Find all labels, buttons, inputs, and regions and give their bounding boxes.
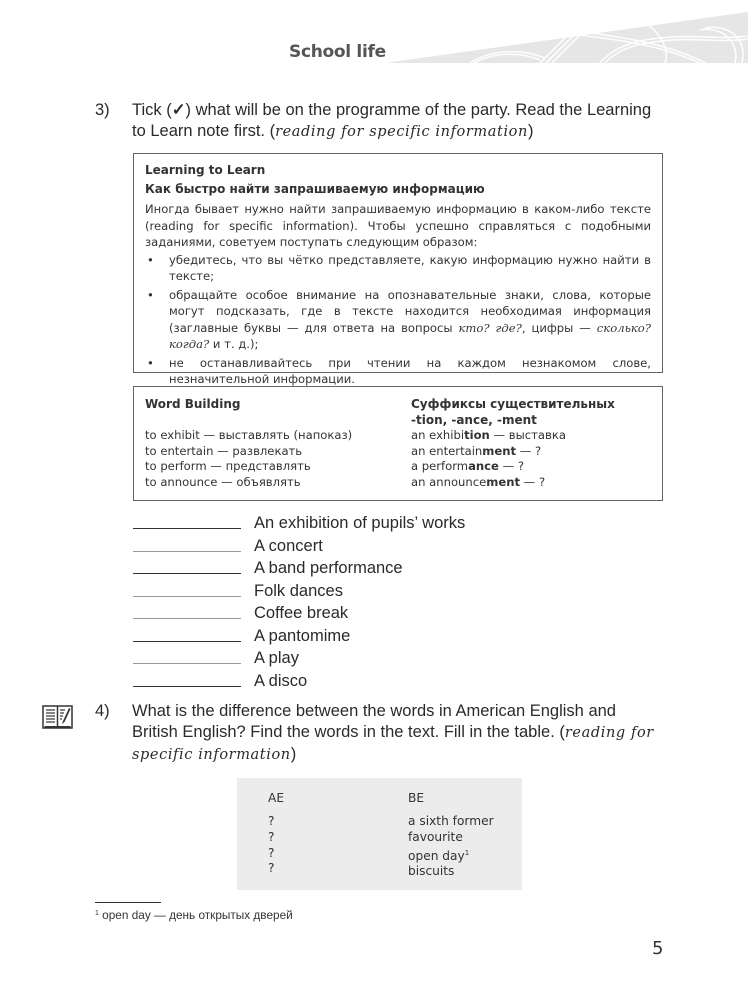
tick-blank[interactable] bbox=[133, 551, 241, 552]
ae-be-table bbox=[237, 778, 522, 890]
box-paragraph: Иногда бывает нужно найти запрашиваемую информацию в каком-либо тексте (reading for specific information). Чтобы успешно справляться с подобными заданиями, советуем поступать следующим образом: bbox=[145, 202, 651, 249]
ae-cell[interactable]: ? bbox=[268, 814, 275, 828]
verb-row: to perform — представлять bbox=[145, 459, 311, 474]
page-number: 5 bbox=[652, 938, 664, 959]
section-title: School life bbox=[289, 42, 386, 62]
ae-cell[interactable]: ? bbox=[268, 829, 275, 844]
be-cell: open day$^1$ bbox=[408, 848, 470, 863]
footnote-marker: 1 bbox=[95, 910, 99, 917]
footnote-ref: 1 bbox=[464, 848, 470, 857]
skill-note: reading for specific information bbox=[132, 725, 654, 763]
tips-list bbox=[145, 252, 651, 388]
ae-cell[interactable]: ? bbox=[268, 845, 275, 860]
verb-row: to announce — объявлять bbox=[145, 474, 301, 489]
tick-blank[interactable] bbox=[133, 618, 241, 619]
tick-blank[interactable] bbox=[133, 596, 241, 597]
be-header: BE bbox=[408, 791, 425, 805]
ae-column bbox=[268, 790, 284, 877]
be-cell: a sixth former bbox=[408, 814, 494, 828]
ae-header: AE bbox=[268, 791, 285, 805]
tick-blank[interactable] bbox=[133, 663, 241, 664]
tip-item: • обращайте особое внимание на опознавательные знаки, слова, которые могут подсказать, где в тексте находится необходимая информация (заглавные буквы — для ответа на вопросы кто? где?, цифры — сколько? когда? и т. д.); bbox=[147, 287, 652, 351]
tick-blank[interactable] bbox=[133, 686, 241, 687]
open-book-writing-icon bbox=[42, 704, 73, 730]
tip-item: • не останавливайтесь при чтении на каждом незнакомом слове, незначительной информации. bbox=[147, 355, 651, 386]
learning-to-learn-box bbox=[133, 153, 663, 386]
verb-row: to exhibit — выставлять (напоказ) bbox=[145, 428, 353, 442]
task-number: 4) bbox=[95, 702, 110, 720]
footnote-divider bbox=[95, 902, 161, 903]
bullet-icon: • bbox=[147, 287, 154, 302]
tip-item: • убедитесь, что вы чётко представляете, какую информацию нужно найти в тексте; bbox=[147, 252, 651, 283]
noun-row: a performance — ? bbox=[411, 459, 525, 474]
box-subtitle: Как быстро найти запрашиваемую информацию bbox=[145, 182, 485, 196]
verb-row: to entertain — развлекать bbox=[145, 443, 303, 458]
noun-row: an entertainment — ? bbox=[411, 443, 542, 458]
noun-row: an announcement — ? bbox=[411, 474, 546, 489]
verbs-column bbox=[145, 396, 352, 490]
be-column bbox=[408, 790, 494, 880]
tick-blank[interactable] bbox=[133, 573, 241, 574]
suffixes-list: -tion, -ance, -ment bbox=[411, 413, 537, 427]
suffixes-title: Суффиксы существительных bbox=[411, 397, 615, 411]
be-cell: biscuits bbox=[408, 864, 455, 879]
nouns-column bbox=[411, 396, 615, 490]
skill-note: reading for specific information bbox=[275, 124, 528, 140]
word-building-box bbox=[133, 386, 663, 501]
tick-blank[interactable] bbox=[133, 528, 241, 529]
task-number: 3) bbox=[95, 101, 110, 119]
be-cell: favourite bbox=[408, 829, 463, 844]
task-instructions: Tick (✓) what will be on the programme of the party. Read the Learning to Learn note first. (reading for specific information) bbox=[132, 101, 652, 140]
box-title: Learning to Learn bbox=[145, 163, 266, 177]
task-instructions: What is the difference between the words in American English and British English? Find the words in the text. Fill in the table. (reading for specific information) bbox=[132, 702, 654, 763]
tick-blank[interactable] bbox=[133, 641, 241, 642]
noun-row: an exhibition — выставка bbox=[411, 428, 566, 442]
word-building-title: Word Building bbox=[145, 397, 241, 411]
bullet-icon: • bbox=[147, 355, 154, 370]
ae-cell[interactable]: ? bbox=[268, 861, 275, 876]
tick-icon: ✓ bbox=[171, 101, 186, 119]
bullet-icon: • bbox=[147, 252, 154, 267]
footnote: $^1$ open day — день открытых дверей bbox=[95, 908, 293, 922]
